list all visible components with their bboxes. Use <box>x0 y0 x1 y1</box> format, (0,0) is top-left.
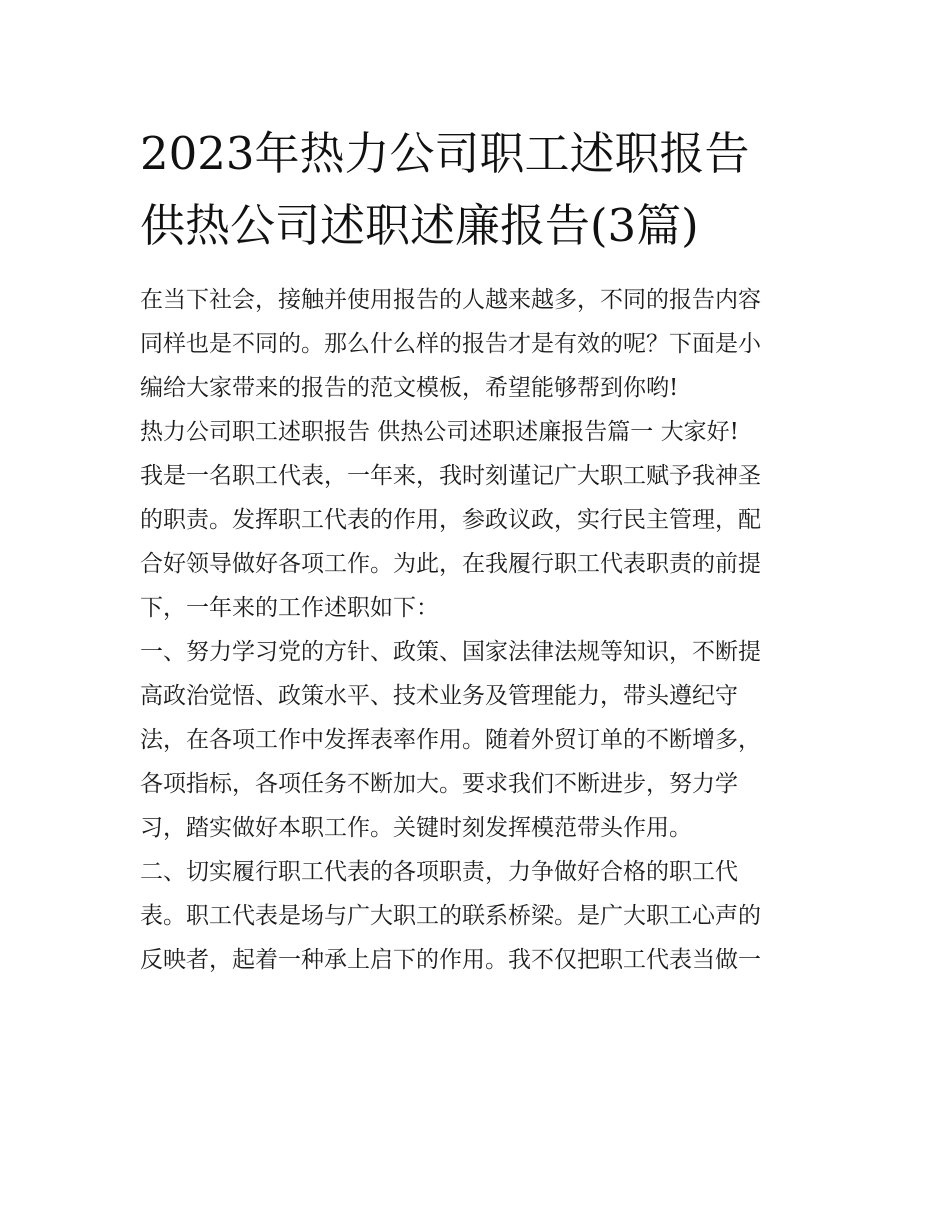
body-line: 下，一年来的工作述职如下： <box>140 595 439 621</box>
document-body <box>140 282 830 986</box>
body-line: 编给大家带来的报告的范文模板，希望能够帮到你哟! <box>140 375 679 401</box>
body-line: 同样也是不同的。那么什么样的报告才是有效的呢？下面是小 <box>140 331 761 357</box>
body-line: 表。职工代表是场与广大职工的联系桥梁。是广大职工心声的 <box>140 903 761 929</box>
body-line: 各项指标，各项任务不断加大。要求我们不断进步，努力学 <box>140 771 738 797</box>
title-line-1: 2023年热力公司职工述职报告 <box>140 127 750 180</box>
body-line: 二、切实履行职工代表的各项职责，力争做好合格的职工代 <box>140 859 738 885</box>
body-line: 习，踏实做好本职工作。关键时刻发挥模范带头作用。 <box>140 815 692 841</box>
body-line: 在当下社会，接触并使用报告的人越来越多，不同的报告内容 <box>140 287 761 313</box>
body-line: 一、努力学习党的方针、政策、国家法律法规等知识，不断提 <box>140 639 761 665</box>
body-line: 反映者，起着一种承上启下的作用。我不仅把职工代表当做一 <box>140 947 761 973</box>
document-title <box>140 118 840 262</box>
body-line: 的职责。发挥职工代表的作用，参政议政，实行民主管理，配 <box>140 507 761 533</box>
title-line-2: 供热公司述职述廉报告(3篇) <box>140 199 699 252</box>
body-line: 合好领导做好各项工作。为此，在我履行职工代表职责的前提 <box>140 551 761 577</box>
body-line: 我是一名职工代表，一年来，我时刻谨记广大职工赋予我神圣 <box>140 463 761 489</box>
body-line: 高政治觉悟、政策水平、技术业务及管理能力，带头遵纪守 <box>140 683 738 709</box>
body-line: 热力公司职工述职报告 供热公司述职述廉报告篇一 大家好! <box>140 419 739 445</box>
body-line: 法，在各项工作中发挥表率作用。随着外贸订单的不断增多， <box>140 727 761 753</box>
